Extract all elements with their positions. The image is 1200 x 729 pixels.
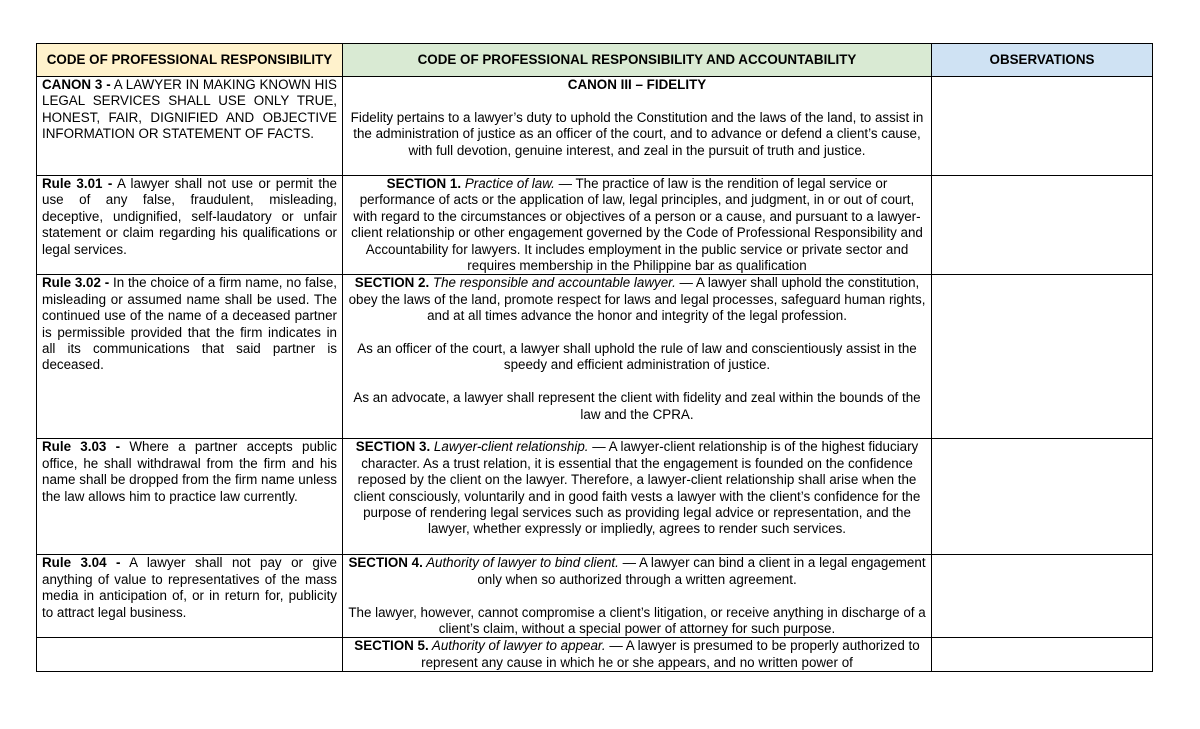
section-title: Authority of lawyer to bind client. bbox=[422, 555, 619, 571]
section-text: — A lawyer-client relationship is of the highest fiduciary character. As a trust relation, it is essential that the engagement is founded on the confidence reposed by the client on the lawyer. Therefore, a lawyer-client relationship shall arise when the client consciously, voluntarily and in good faith vests a lawyer with the client’s confidence for the purpose of rendering legal services such as providing legal advice or representation, and the lawyer, whether expressly or impliedly, agrees to render such services. bbox=[353, 439, 921, 537]
observation-cell[interactable] bbox=[932, 176, 1153, 275]
table-row bbox=[37, 275, 1153, 439]
cpr-text: A LAWYER IN MAKING KNOWN HIS LEGAL SERVICES SHALL USE ONLY TRUE, HONEST, FAIR, DIGNIFIED AND OBJECTIVE INFORMATION OR STATEMENT OF FACTS. bbox=[42, 77, 337, 142]
cpra-cell bbox=[343, 77, 932, 176]
cpr-label: Rule 3.02 - bbox=[42, 275, 110, 291]
table-row bbox=[37, 638, 1153, 672]
observation-cell[interactable] bbox=[932, 77, 1153, 176]
cpr-text: A lawyer shall not use or permit the use of any false, fraudulent, misleading, deceptive, undignified, self-laudatory or unfair statement or claim regarding his qualifications or legal services. bbox=[42, 176, 337, 257]
table-row bbox=[37, 176, 1153, 275]
cpra-cell bbox=[343, 638, 932, 672]
observation-cell[interactable] bbox=[932, 638, 1153, 672]
cpr-cell bbox=[37, 77, 343, 176]
section-title: Lawyer-client relationship. bbox=[430, 439, 589, 455]
section-number: SECTION 3. bbox=[355, 439, 431, 455]
section-text: — A lawyer can bind a client in a legal engagement only when so authorized through a written agreement. bbox=[477, 555, 926, 587]
cpr-label: Rule 3.04 - bbox=[42, 555, 121, 571]
cpr-cell bbox=[37, 275, 343, 439]
header-cpra: CODE OF PROFESSIONAL RESPONSIBILITY AND ACCOUNTABILITY bbox=[343, 44, 932, 77]
section-number: SECTION 2. bbox=[354, 275, 430, 291]
cpr-label: CANON 3 - bbox=[42, 77, 111, 92]
section-text: — A lawyer shall uphold the constitution, obey the laws of the land, promote respect for laws and legal processes, safeguard human rights, and at all times advance the honor and integrity of the legal profession. bbox=[348, 275, 926, 324]
section-title: The responsible and accountable lawyer. bbox=[429, 275, 676, 291]
cpr-cell bbox=[37, 176, 343, 275]
table-row bbox=[37, 555, 1153, 638]
cpra-heading: CANON III – FIDELITY bbox=[567, 77, 707, 92]
header-observations: OBSERVATIONS bbox=[932, 44, 1153, 77]
section-title: Authority of lawyer to appear. bbox=[428, 638, 606, 654]
table-row bbox=[37, 439, 1153, 555]
cpra-cell bbox=[343, 555, 932, 638]
section-paragraph: As an advocate, a lawyer shall represent the client with fidelity and zeal within the bounds of the law and the CPRA. bbox=[353, 390, 921, 422]
section-number: SECTION 4. bbox=[348, 555, 423, 571]
cpr-cell bbox=[37, 638, 343, 672]
observation-cell[interactable] bbox=[932, 439, 1153, 555]
cpra-cell bbox=[343, 275, 932, 439]
cpr-label: Rule 3.01 - bbox=[42, 176, 113, 191]
observation-cell[interactable] bbox=[932, 275, 1153, 439]
section-number: SECTION 1. bbox=[386, 176, 462, 191]
cpr-cell bbox=[37, 439, 343, 555]
cpr-label: Rule 3.03 - bbox=[42, 439, 121, 455]
cpr-text: Where a partner accepts public office, he shall withdrawal from the firm and his name shall be dropped from the firm name unless the law allows him to practice law currently. bbox=[42, 439, 337, 504]
section-paragraph: As an officer of the court, a lawyer shall uphold the rule of law and conscientiously assist in the speedy and efficient administration of justice. bbox=[357, 341, 917, 373]
cpra-cell bbox=[343, 176, 932, 275]
cpr-cell bbox=[37, 555, 343, 638]
comparison-table bbox=[36, 43, 1153, 672]
section-paragraph: The lawyer, however, cannot compromise a client’s litigation, or receive anything in discharge of a client’s claim, without a special power of attorney for such purpose. bbox=[348, 604, 926, 637]
cpra-cell bbox=[343, 439, 932, 555]
section-text: — The practice of law is the rendition of legal service or performance of acts or the application of law, legal principles, and judgment, in or out of court, with regard to the circumstances or objectives of a person or a cause, and pursuant to a lawyer-client relationship or other engagement governed by the Code of Professional Responsibility and Accountability for lawyers. It includes employment in the public service or private sector and requires membership in the Philippine bar as qualification bbox=[351, 176, 923, 274]
header-row bbox=[37, 44, 1153, 77]
header-cpr: CODE OF PROFESSIONAL RESPONSIBILITY bbox=[37, 44, 343, 77]
section-title: Practice of law. bbox=[461, 176, 555, 191]
cpr-text: In the choice of a firm name, no false, misleading or assumed name shall be used. The continued use of the name of a deceased partner is permissible provided that the firm indicates in all its communications that said partner is deceased. bbox=[42, 275, 338, 373]
section-number: SECTION 5. bbox=[354, 638, 429, 654]
section-text: — A lawyer is presumed to be properly authorized to represent any cause in which he or she appears, and no written power of bbox=[421, 638, 920, 670]
cpr-text: A lawyer shall not pay or give anything of value to representatives of the mass media in anticipation of, or in return for, publicity to attract legal business. bbox=[42, 555, 337, 620]
table-row bbox=[37, 77, 1153, 176]
cpra-text: Fidelity pertains to a lawyer’s duty to uphold the Constitution and the laws of the land, to assist in the administration of justice as an officer of the court, and to advance or defend a client’s cause, with full devotion, genuine interest, and zeal in the pursuit of truth and justice. bbox=[350, 109, 924, 158]
observation-cell[interactable] bbox=[932, 555, 1153, 638]
